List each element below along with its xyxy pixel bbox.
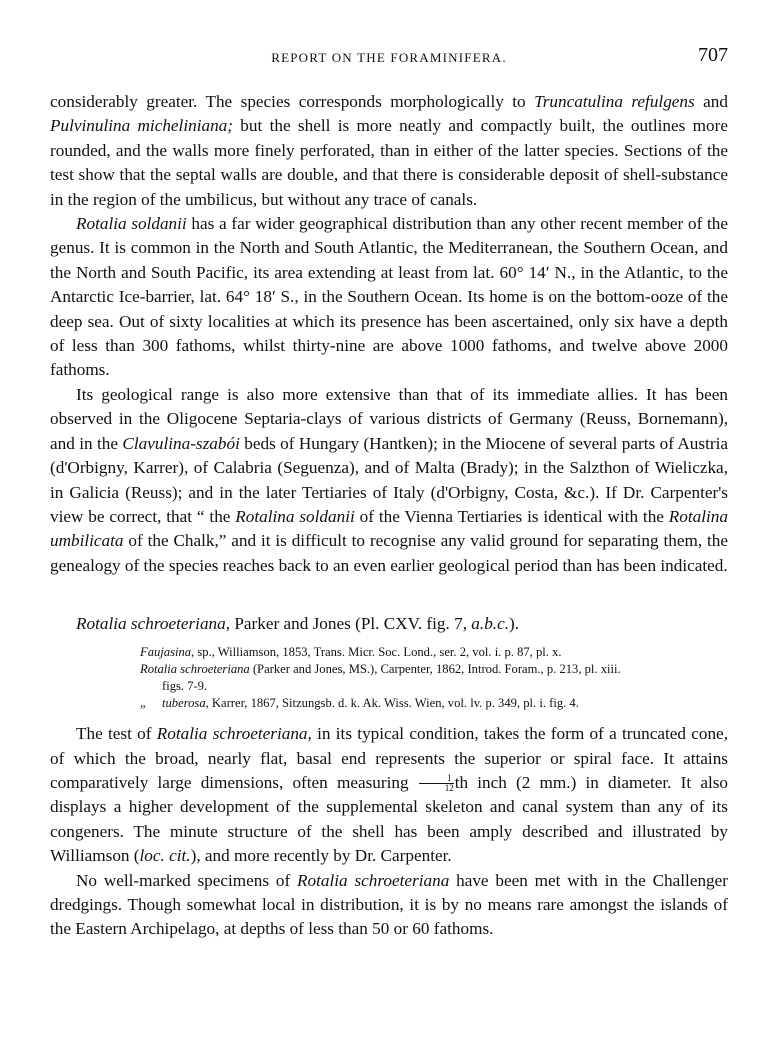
figure-ref: a.b.c. (471, 614, 510, 634)
running-header (50, 44, 728, 70)
text-run: beds of Hungary (Hantken); in the Miocene of several parts of Austria (d'Orbigny, Karrer), of Calabria (Seguenza), and of Malta (Brady); in the Salzthon of Wieliczka, in Galicia (Reuss); and in the later Tertiaries of Italy (d'Orbigny, Costa, &c.). If Dr. Carpenter's view be correct, that “ the (50, 433, 728, 526)
section-heading (50, 612, 728, 636)
text-run: ), and more recently by Dr. Carpenter. (190, 846, 452, 866)
text-run: of the Chalk,” and it is difficult to recognise any valid ground for separating them, the genealogy of the species reaches back to an even earlier geological period than has been indicated. (50, 531, 728, 575)
paragraph-5 (50, 869, 728, 942)
synonymy-list (50, 644, 728, 712)
fraction-numerator: 1 (419, 774, 454, 784)
text-run: figs. 7-9. (162, 679, 208, 694)
text-run: considerably greater. The species corresponds morphologically to (50, 92, 535, 111)
text-run: and (694, 92, 728, 111)
synonymy-entry (140, 695, 728, 712)
species-name: Clavulina-szabói (122, 433, 240, 453)
paragraph-1 (50, 90, 728, 212)
ditto-mark: „ (140, 696, 146, 711)
species-name: Rotalia schroeteriana (140, 662, 250, 677)
text-run: Its geological range is also more extensive than that of its immediate allies. It has been observed in the Oligocene Septaria-clays of various districts of Germany (Reuss, Bornemann), and in the (50, 384, 728, 453)
species-name: Rotalia soldanii (76, 214, 187, 234)
text-run: (Parker and Jones, MS.), Carpenter, 1862, Introd. Foram., p. 213, pl. xiii. (249, 662, 621, 677)
fraction (419, 774, 454, 793)
text-run: of the Vienna Tertiaries is identical with the (354, 506, 669, 526)
text-run: has a far wider geographical distribution than any other recent member of the genus. It is common in the North and South Atlantic, the Mediterranean, the Southern Ocean, and the North and South Pacific, its area extending at least from lat. 60° 14′ N., in the Atlantic, to the Antarctic Ice-barrier, lat. 64° 18′ S., in the Southern Ocean. Its home is on the bottom-ooze of the deep sea. Out of sixty localities at which its presence has been ascertained, only six have a depth of less than 300 fathoms, whilst thirty-nine are above 1000 fathoms, and twelve above 2000 fathoms. (50, 214, 728, 380)
document-page (50, 44, 728, 942)
species-name: Pulvinulina micheliniana; (50, 116, 233, 136)
running-title: REPORT ON THE FORAMINIFERA. (271, 50, 507, 65)
synonymy-entry (140, 644, 728, 661)
body-text (50, 90, 728, 942)
text-run: have been met with in the Challenger dredgings. Though somewhat local in distribution, it is by no means rare amongst the islands of the Eastern Archipelago, at depths of less than 50 or 60 fathoms. (50, 870, 728, 939)
text-run: , Karrer, 1867, Sitzungsb. d. k. Ak. Wiss. Wien, vol. lv. p. 349, pl. i. fig. 4. (205, 696, 579, 711)
paragraph-4 (50, 722, 728, 868)
text-run: , sp., Williamson, 1853, Trans. Micr. Soc. Lond., ser. 2, vol. i. p. 87, pl. x. (191, 645, 562, 660)
citation: loc. cit. (139, 846, 191, 866)
species-name: tuberosa (162, 696, 206, 711)
page-number: 707 (698, 44, 728, 66)
species-name: Rotalia schroeteriana (156, 724, 308, 744)
paragraph-3 (50, 383, 728, 578)
text-run: ). (509, 614, 520, 634)
text-run: No well-marked specimens of (76, 870, 298, 890)
species-name: Faujasina (140, 645, 192, 660)
species-name: Rotalia schroeteriana (297, 870, 450, 890)
fraction-denominator: 12 (444, 783, 454, 794)
text-run: th inch (2 mm.) in diameter. It also displays a higher development of the supplemental skeleton and canal system than any of its congeners. The minute structure of the shell has been amply described and illustrated by Williamson ( (50, 772, 729, 866)
text-run: , in its typical condition, takes the form of a truncated cone, of which the broad, nearly flat, basal end represents the superior or spiral face. It attains comparatively large dimensions, often measuring (50, 724, 728, 792)
paragraph-2 (50, 212, 728, 383)
text-run: The test of (76, 724, 157, 744)
species-name: Rotalina umbilicata (50, 506, 728, 551)
species-name: Truncatulina refulgens (534, 92, 695, 111)
synonymy-entry (140, 661, 728, 695)
text-run: , Parker and Jones (Pl. CXV. fig. 7, (225, 614, 472, 634)
species-name: Rotalina soldanii (235, 506, 355, 526)
text-run: but the shell is more neatly and compactly built, the outlines more rounded, and the walls more finely perforated, than in either of the latter species. Sections of the test show that the septal walls are double, and that there is considerable deposit of shell-substance in the region of the umbilicus, but without any trace of canals. (50, 116, 728, 209)
species-name: Rotalia schroeteriana (76, 614, 226, 634)
